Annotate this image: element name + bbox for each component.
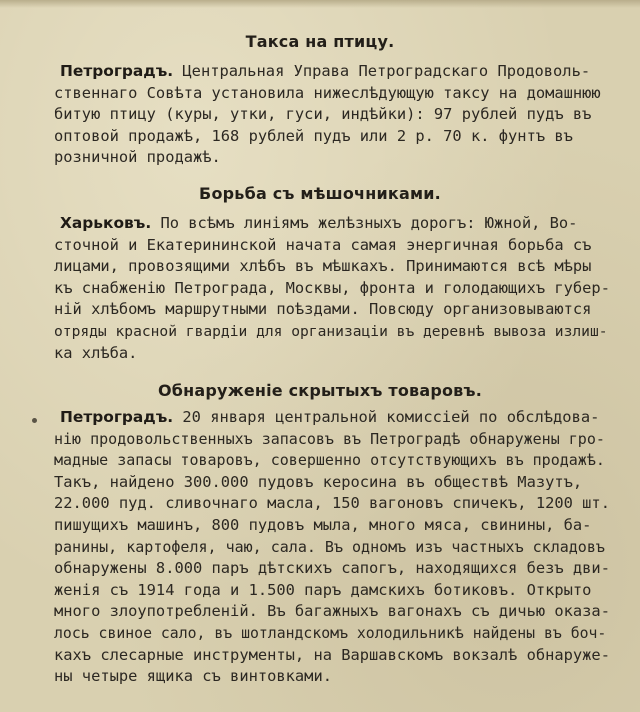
article-line: ны четыре ящика съ винтовками.	[54, 667, 332, 686]
article-lead-city: Петроградъ.	[60, 62, 174, 80]
section-title-poultry-tax: Такса на птицу.	[245, 32, 395, 51]
article-bagmen	[54, 213, 610, 364]
article-line: Петроградъ. Центральная Управа Петроградскаго Продоволь-	[60, 62, 591, 80]
article-line: пишущихъ машинъ, 800 пудовъ мыла, много мяса, свинины, ба-	[54, 515, 592, 534]
article-line: много злоупотребленій. Въ багажныхъ вагонахъ съ дичью оказа-	[54, 602, 610, 621]
article-line: лось свиное сало, въ шотландскомъ холодильникѣ найдены въ боч-	[54, 624, 607, 642]
article-line: мадные запасы товаровъ, совершенно отсутствующихъ въ продажѣ.	[54, 451, 605, 470]
section-title-hidden-goods: Обнаруженіе скрытыхъ товаровъ.	[157, 381, 483, 400]
article-line: 22.000 пуд. сливочнаго масла, 150 вагоновъ спичекъ, 1200 шт.	[54, 494, 610, 513]
page-top-edge	[0, 0, 640, 8]
article-line: лицами, провозящими хлѣбъ въ мѣшкахъ. Принимаются всѣ мѣры	[54, 257, 592, 276]
article-line: битую птицу (куры, утки, гуси, индѣйки): 97 рублей пудъ въ	[54, 105, 592, 124]
bullet-dot-icon	[32, 418, 37, 423]
article-line: Харьковъ. По всѣмъ линіямъ желѣзныхъ дорогъ: Южной, Во-	[60, 214, 578, 232]
article-hidden-goods	[54, 407, 610, 688]
article-line: сточной и Екатерининской начата самая энергичная борьба съ	[54, 235, 592, 254]
article-line: кахъ слесарные инструменты, на Варшавскомъ вокзалѣ обнаруже-	[54, 645, 610, 664]
article-line: розничной продажѣ.	[54, 148, 221, 167]
article-line: ній хлѣбомъ маршрутными поѣздами. Повсюду организовываются	[54, 300, 592, 319]
article-line: женія съ 1914 года и 1.500 паръ дамскихъ ботиковъ. Открыто	[54, 580, 592, 599]
article-line: обнаружены 8.000 паръ дѣтскихъ сапогъ, находящихся безъ дви-	[54, 559, 610, 578]
article-line: нію продовольственныхъ запасовъ въ Петроградѣ обнаружены гро-	[54, 429, 605, 448]
article-line: ственнаго Совѣта установила нижеслѣдующую таксу на домашнюю	[54, 83, 601, 102]
article-line: оптовой продажѣ, 168 рублей пудъ или 2 р. 70 к. фунтъ въ	[54, 126, 573, 145]
article-lead-city: Харьковъ.	[60, 214, 152, 232]
article-line: Такъ, найдено 300.000 пудовъ керосина въ обществѣ Мазутъ,	[54, 472, 583, 491]
article-line: ранины, картофеля, чаю, сала. Въ одномъ изъ частныхъ складовъ	[54, 537, 605, 556]
article-line: къ снабженію Петрограда, Москвы, фронта и голодающихъ губер-	[54, 278, 610, 297]
section-title-bagmen: Борьба съ мѣшочниками.	[199, 184, 441, 203]
article-line: Петроградъ. 20 января центральной комиссіей по обслѣдова-	[60, 408, 600, 426]
article-line: отряды красной гвардіи для организаціи въ деревнѣ вывоза излиш-	[54, 322, 608, 340]
article-lead-city: Петроградъ.	[60, 408, 174, 426]
article-poultry-tax	[54, 61, 608, 169]
article-line: ка хлѣба.	[54, 343, 138, 362]
